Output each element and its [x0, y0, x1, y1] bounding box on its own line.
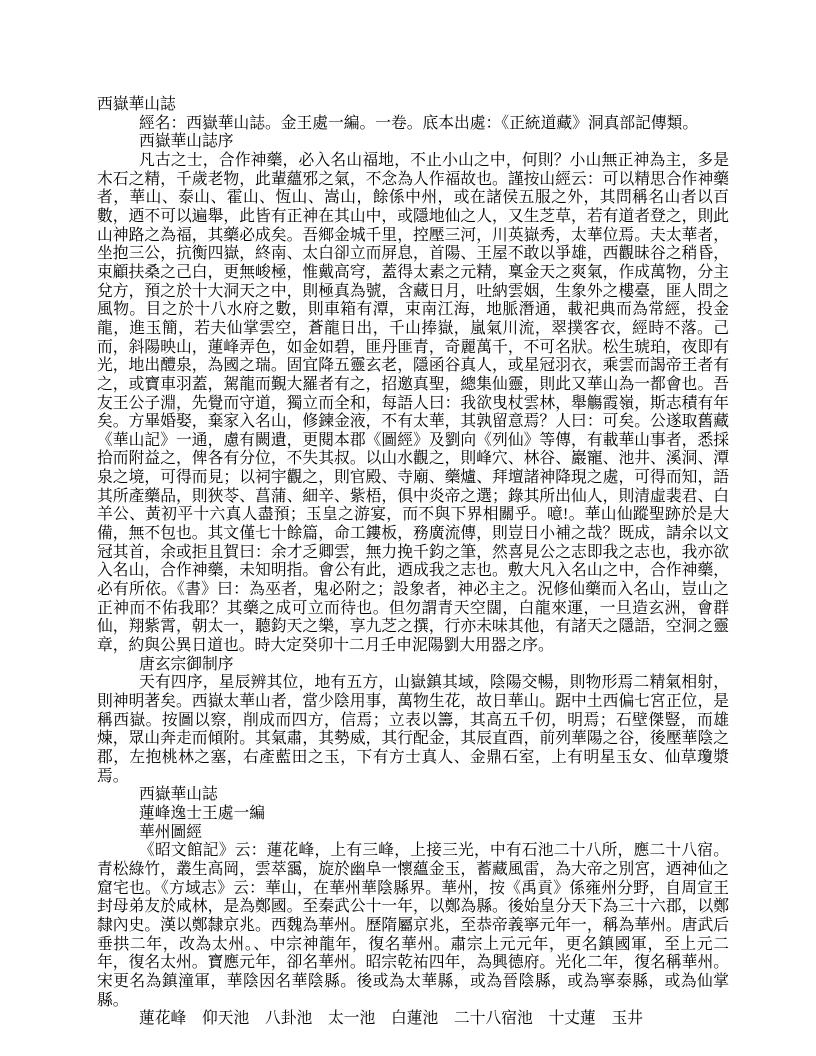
book-title-repeat: 西嶽華山誌: [139, 786, 218, 804]
imperial-preface-paragraph: 天有四序，星辰辨其位，地有五方，山嶽鎮其域，陰陽交暢，則物形焉二精氣相射，則神明著矣。西嶽太華山者，當少陰用事，萬物生花，故日華山。踞中土西偏七宮正位，是稱西嶽。按圖以察，削成而四方，信焉；立表以籌，其高五千仞，明焉；石壁傑豎，而雄煉，眾山奔走而傾附。其氣肅，其勢威，其行配金，其辰直酉，前列華陽之谷，後壓華陰之郡，左抱桃林之塞，右產藍田之玉，下有方士真人、金鼎石室，上有明星玉女、仙草瓊漿焉。: [97, 674, 729, 785]
author-line: 蓮峰逸士王處一編: [139, 804, 265, 822]
preface-paragraph: 凡古之士，合作神藥，必入名山福地，不止小山之中，何則？小山無正神為主，多是木石之精，千歲老物，此輩蘊邪之氣，不念為人作福故也。謹按山經云：可以精思合作神藥者，華山、泰山、霍山、恆山、嵩山，餘係中州，或在諸侯五服之外，其問稱名山者以百數，迺不可以遍舉，此皆有正神在其山中，或隱地仙之人，又生芝草，若有道者登之，則此山神路之為福，其藥必成矣。吾鄉金城千里，控壓三河，川英嶽秀，太華位焉。夫太華者，坐抱三公，抗衡四嶽，終南、太白卻立而屏息，首陽、王屋不敢以爭雄，西觀昧谷之稍昏，束顧扶桑之己白，更無峻極，惟戴高穹，蓋得太素之元精，稟金天之爽氣，作成萬物，分主兌方，預之於十大洞天之中，則極真為號，含藏日月，吐納雲姻，生象外之樓臺，匪人問之風物。目之於十八水府之數，則車箱有潭，束南江海，地脈潛通，載祀典而為常經，投金龍，進玉簡，若夫仙掌雲空，蒼龍日出，千山捧嶽，嵐氣川流，翠撲客衣，經時不落。己而，斜陽映山，蓮峰弄色，如金如碧，匪丹匪青，奇麗萬千，不可名狀。松生琥珀，夜即有光，地出醴泉，為國之瑞。固宜降五靈玄老，隱函谷真人，或星冠羽衣，乘雲而謁帝王者有之，或寶車羽蓋，駕龍而覲大羅者有之，招邀真聖，總集仙靈，則此又華山為一都會也。吾友王公子淵，先覺而守道，獨立而全和，每語人曰：我欲曳杖雲林，舉觴霞嶺，斯志積有年矣。方畢婚娶，棄家入名山，修鍊金液，不有太華，其孰留意焉？人曰：可矣。公遂取舊藏《華山記》一通，慮有闕遺，更閱本郡《圖經》及劉向《列仙》等傳，有載華山事者，悉採拾而附益之，俾各有分位，不失其叔。以山水觀之，則峰穴、林谷、巖寵、池井、溪洞、潭泉之境，可得而見；以祠宇觀之，則官殿、寺廟、藥爐、拜壇諸神降現之處，可得而知，語其所產藥品，則狹苓、菖蒲、細辛、紫梧，俱中炎帝之選；錄其所出仙人，則清虛裴君、白羊公、黃初平十六真人盡預；玉皇之游宴，而不與下界相關乎。噫!。華山仙蹤聖跡於是大備，無不包也。其文僅七十餘篇，命工鏤板，務廣流傳，則豈日小補之哉？既成，請余以文冠其首，余或拒且賀曰：余才乏卿雲，無力挽千鈞之筆，然喜見公之志即我之志也，我亦欲入名山，合作神藥，未知明指。會公有此，迺成我之志也。敷大凡入名山之中，合作神藥，必有所依。《書》曰：為巫者，鬼必附之；設象者，神必主之。況修仙藥而入名山，豈山之正神而不佑我耶？其藥之成可立而待也。但勿謂青天空闊，白龍來運，一旦造玄洲，會群仙，翔紫霄，朝太一，聽鈞天之樂，享九芝之撰，行亦未味其他，有諸天之隱語，空洞之靈章，約與公異日道也。時大定癸卯十二月壬申泥陽劉大用器之序。: [97, 151, 729, 655]
peaks-ponds-list: 蓮花峰 仰天池 八卦池 太一池 白蓮池 二十八宿池 十丈蓮 玉井: [139, 1010, 643, 1028]
document-content: [97, 96, 729, 1029]
preface-title: 西嶽華山誌序: [139, 133, 234, 151]
colophon-line: 經名：西嶽華山誌。金王處一編。一卷。底本出處：《正統道藏》洞真部記傳類。: [139, 114, 699, 132]
huazhou-paragraph: 《昭文館記》云：蓮花峰，上有三峰，上接三光，中有石池二十八所，應二十八宿。青松綠竹，叢生高岡，雲萃靄，旋於幽阜一懷蘊金玉，蓄藏風雷，為大帝之別宮，迺神仙之窟宅也。《方域志》云：華山，在華州華陰縣界。華州，按《禹貢》係雍州分野，自周宣王封母弟友於咸林，是為鄭國。至秦武公十一年，以鄭為縣。後始皇分天下為三十六郡，以鄭隸內史。漢以鄭隸京兆。西魏為華州。歷隋屬京兆，至恭帝義寧元年一，稱為華州。唐武后垂拱二年，改為太州。、中宗神龍年，復名華州。肅宗上元元年，更名鎮國軍，至上元二年，復名太州。寶應元年，卻名華州。昭宗乾祐四年，為興德府。光化二年，復名稱華州。宋更名為鎮潼軍，華陰因名華陰縣。後或為太華縣，或為晉陰縣，或為寧泰縣，或為仙掌縣。: [97, 842, 729, 1009]
tang-xuanzong-preface-title: 唐玄宗御制序: [139, 655, 234, 673]
book-title: 西嶽華山誌: [97, 96, 176, 113]
section-title-huazhou-tujing: 華州圖經: [139, 823, 202, 841]
